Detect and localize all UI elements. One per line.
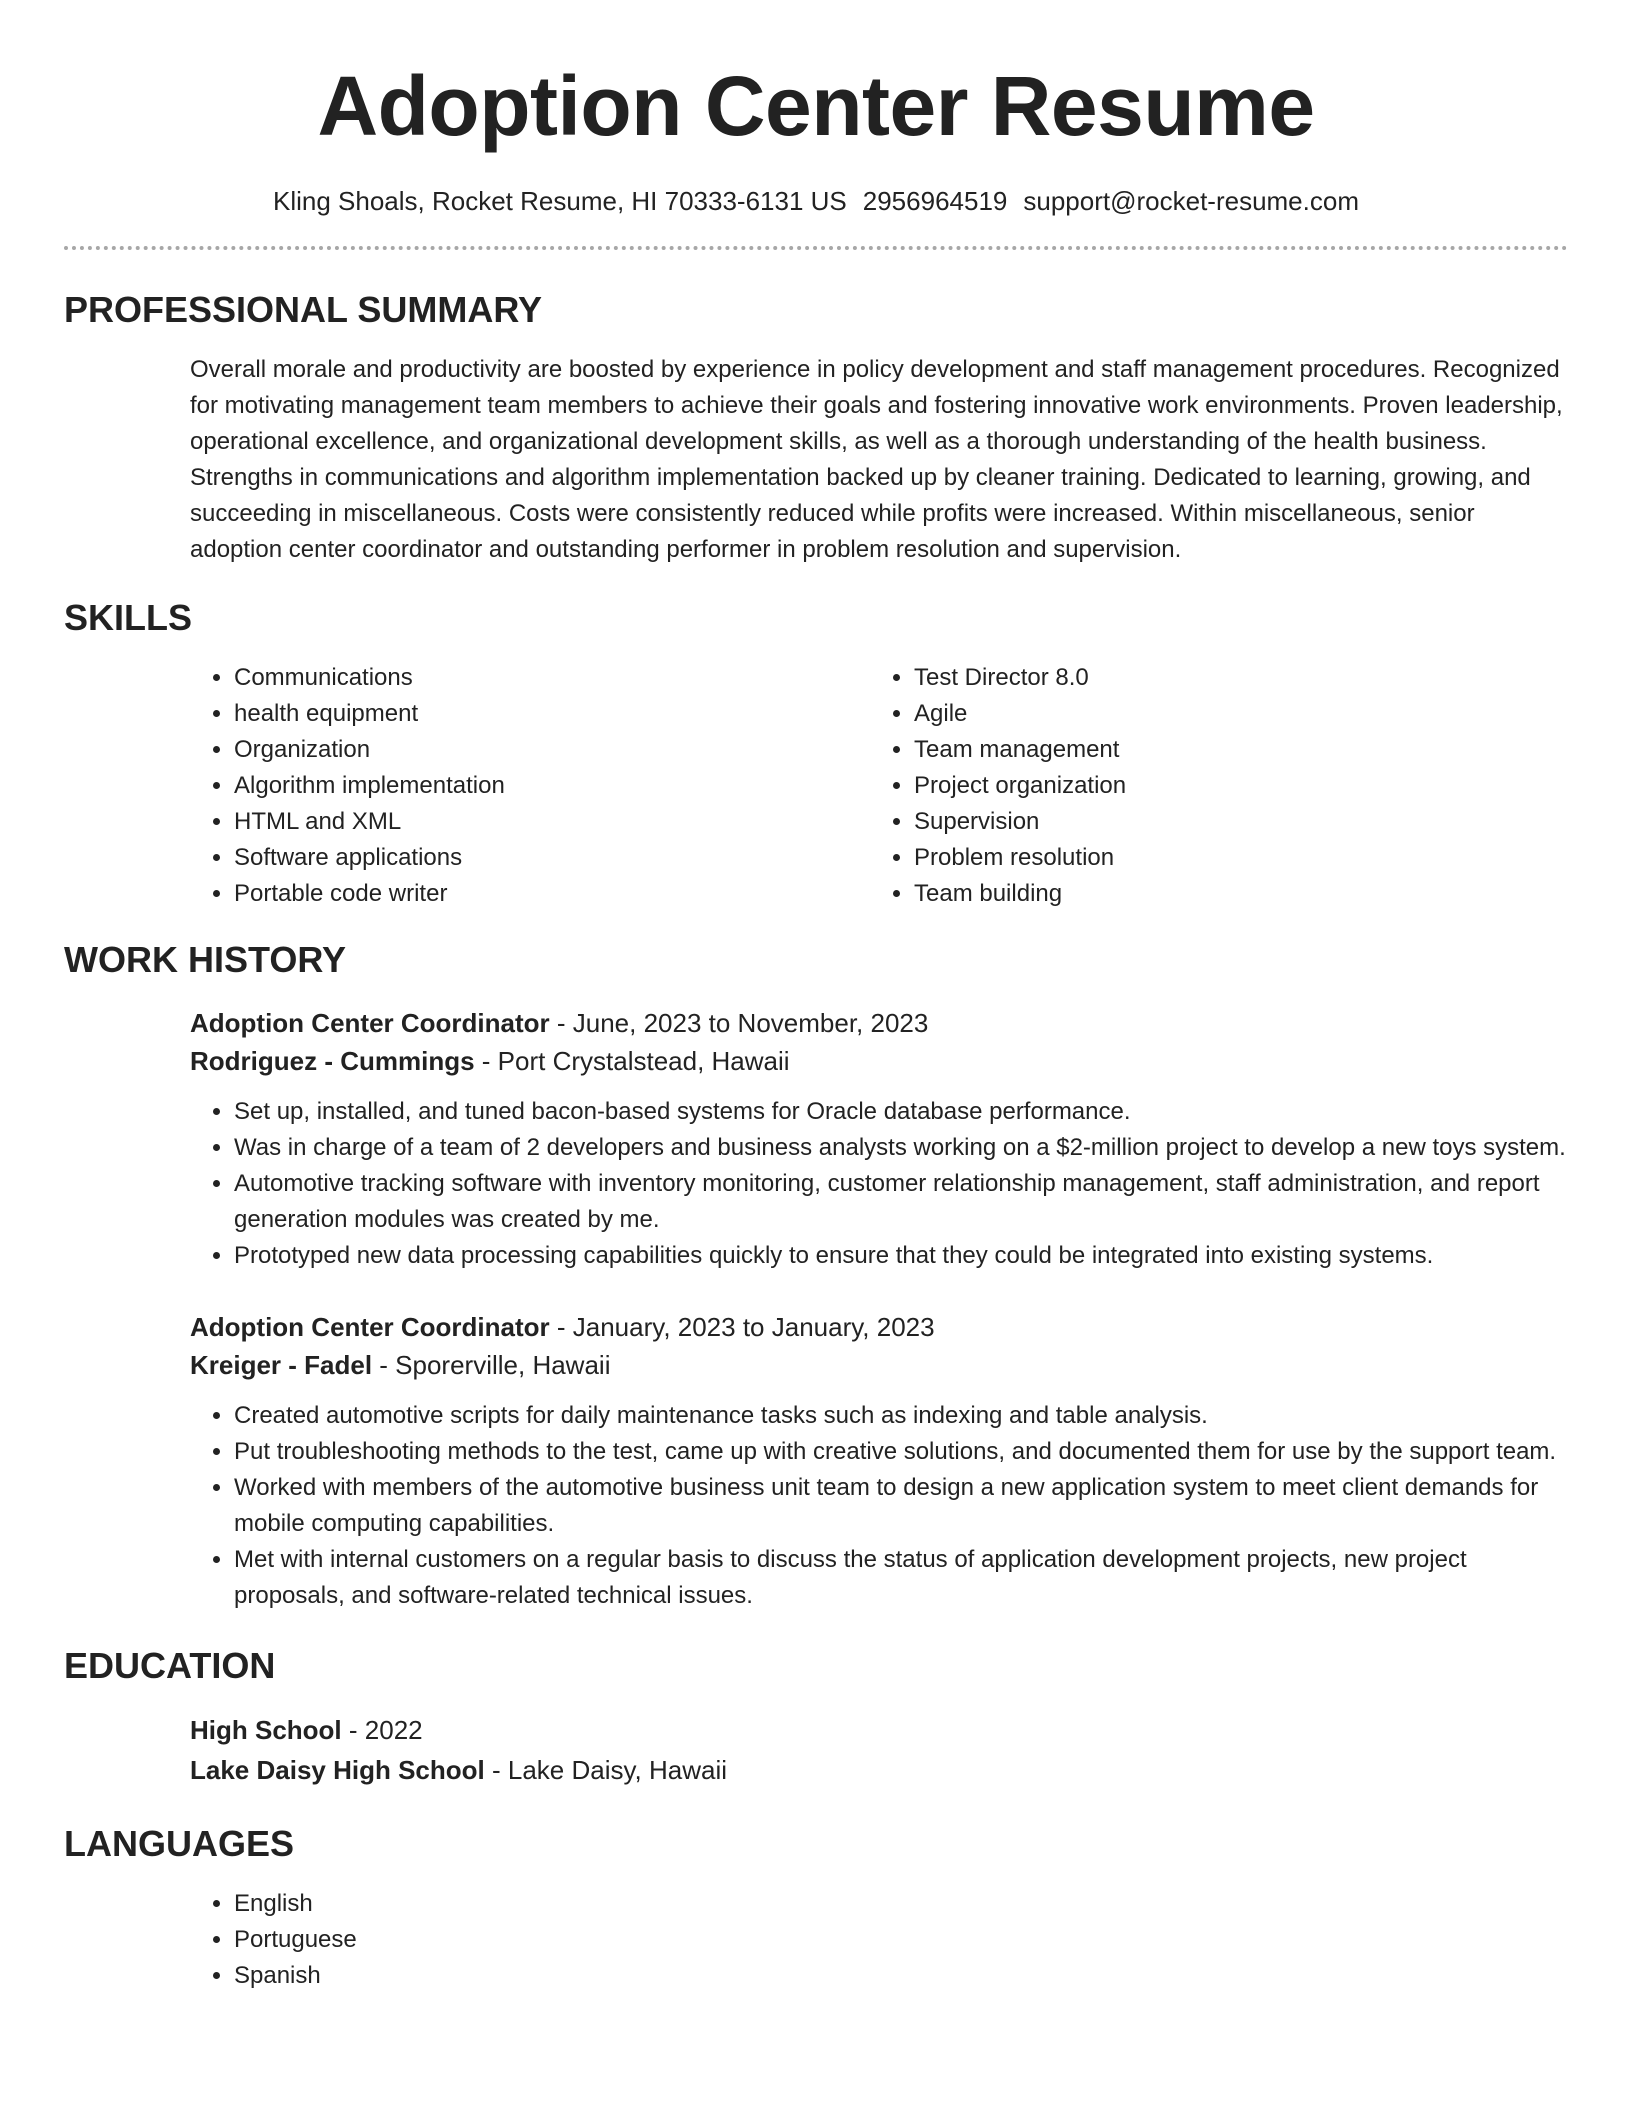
skills-list xyxy=(190,660,1568,912)
skill-item: • health equipment xyxy=(234,696,870,732)
job-company-line xyxy=(190,1346,1568,1384)
summary-text: Overall morale and productivity are boosted by experience in policy development and staff management procedures. Recognized for motivating management team members to achieve their goals and fostering innovative work environments. Proven leadership, operational excellence, and organizational development skills, as well as a thorough understanding of the health business. Strengths in communications and algorithm implementation backed up by cleaner training. Dedicated to learning, growing, and succeeding in miscellaneous. Costs were consistently reduced while profits were increased. Within miscellaneous, senior adoption center coordinator and outstanding performer in problem resolution and supervision. xyxy=(190,356,1563,563)
section-title-work-history: WORK HISTORY xyxy=(64,939,347,980)
language-item: • Portuguese xyxy=(234,1922,1568,1958)
education-degree: High School xyxy=(190,1715,342,1745)
education-school-line xyxy=(190,1750,1568,1790)
resume-title: Adoption Center Resume xyxy=(317,59,1315,153)
skill-item: • Agile xyxy=(914,696,1550,732)
job-bullet: • Set up, installed, and tuned bacon-based systems for Oracle database performance. xyxy=(234,1094,1568,1130)
education-school: Lake Daisy High School xyxy=(190,1755,485,1785)
skill-item: • Organization xyxy=(234,732,870,768)
skill-item: • Test Director 8.0 xyxy=(914,660,1550,696)
job-entry xyxy=(190,1004,1568,1274)
job-role-line xyxy=(190,1004,1568,1042)
job-location: - Port Crystalstead, Hawaii xyxy=(474,1046,790,1076)
skill-item: • Project organization xyxy=(914,768,1550,804)
job-role: Adoption Center Coordinator xyxy=(190,1312,550,1342)
skills-column-left xyxy=(190,660,870,912)
section-title-languages: LANGUAGES xyxy=(64,1823,295,1864)
section-title-skills: SKILLS xyxy=(64,597,193,638)
job-bullets xyxy=(190,1398,1568,1614)
header-divider xyxy=(64,246,1568,250)
job-company: Rodriguez - Cummings xyxy=(190,1046,475,1076)
job-role: Adoption Center Coordinator xyxy=(190,1008,550,1038)
languages-list xyxy=(190,1886,1568,1994)
education-degree-line xyxy=(190,1710,1568,1750)
skill-item: • Algorithm implementation xyxy=(234,768,870,804)
contact-email: support@rocket-resume.com xyxy=(1023,186,1359,216)
skill-item: • HTML and XML xyxy=(234,804,870,840)
skill-item: • Team building xyxy=(914,876,1550,912)
job-bullet: • Created automotive scripts for daily maintenance tasks such as indexing and table analysis. xyxy=(234,1398,1568,1434)
skills-column-right xyxy=(870,660,1550,912)
language-item: • Spanish xyxy=(234,1958,1568,1994)
skill-item: • Software applications xyxy=(234,840,870,876)
job-bullets xyxy=(190,1094,1568,1274)
education-year: - 2022 xyxy=(341,1715,423,1745)
contact-phone: 2956964519 xyxy=(862,186,1008,216)
skill-item: • Communications xyxy=(234,660,870,696)
language-item: • English xyxy=(234,1886,1568,1922)
section-title-summary: PROFESSIONAL SUMMARY xyxy=(64,289,543,330)
job-bullet: • Prototyped new data processing capabilities quickly to ensure that they could be integrated into existing systems. xyxy=(234,1238,1568,1274)
skill-item: • Portable code writer xyxy=(234,876,870,912)
education-location: - Lake Daisy, Hawaii xyxy=(484,1755,728,1785)
job-dates: - June, 2023 to November, 2023 xyxy=(549,1008,929,1038)
section-title-education: EDUCATION xyxy=(64,1645,276,1686)
contact-address: Kling Shoals, Rocket Resume, HI 70333-6131 US xyxy=(273,186,847,216)
job-bullet: • Was in charge of a team of 2 developers and business analysts working on a $2-million project to develop a new toys system. xyxy=(234,1130,1568,1166)
skill-item: • Problem resolution xyxy=(914,840,1550,876)
job-bullet: • Met with internal customers on a regular basis to discuss the status of application development projects, new project proposals, and software-related technical issues. xyxy=(234,1542,1568,1614)
contact-line xyxy=(64,184,1568,218)
job-entry xyxy=(190,1308,1568,1614)
language-bullets xyxy=(190,1886,1568,1994)
job-bullet: • Put troubleshooting methods to the test, came up with creative solutions, and documented them for use by the support team. xyxy=(234,1434,1568,1470)
job-role-line xyxy=(190,1308,1568,1346)
job-bullet: • Worked with members of the automotive business unit team to design a new application system to meet client demands for mobile computing capabilities. xyxy=(234,1470,1568,1542)
education-entry xyxy=(190,1710,1568,1790)
job-company-line xyxy=(190,1042,1568,1080)
job-dates: - January, 2023 to January, 2023 xyxy=(549,1312,935,1342)
job-bullet: • Automotive tracking software with inventory monitoring, customer relationship management, staff administration, and report generation modules was created by me. xyxy=(234,1166,1568,1238)
job-location: - Sporerville, Hawaii xyxy=(372,1350,611,1380)
skill-item: • Supervision xyxy=(914,804,1550,840)
skill-item: • Team management xyxy=(914,732,1550,768)
job-company: Kreiger - Fadel xyxy=(190,1350,373,1380)
